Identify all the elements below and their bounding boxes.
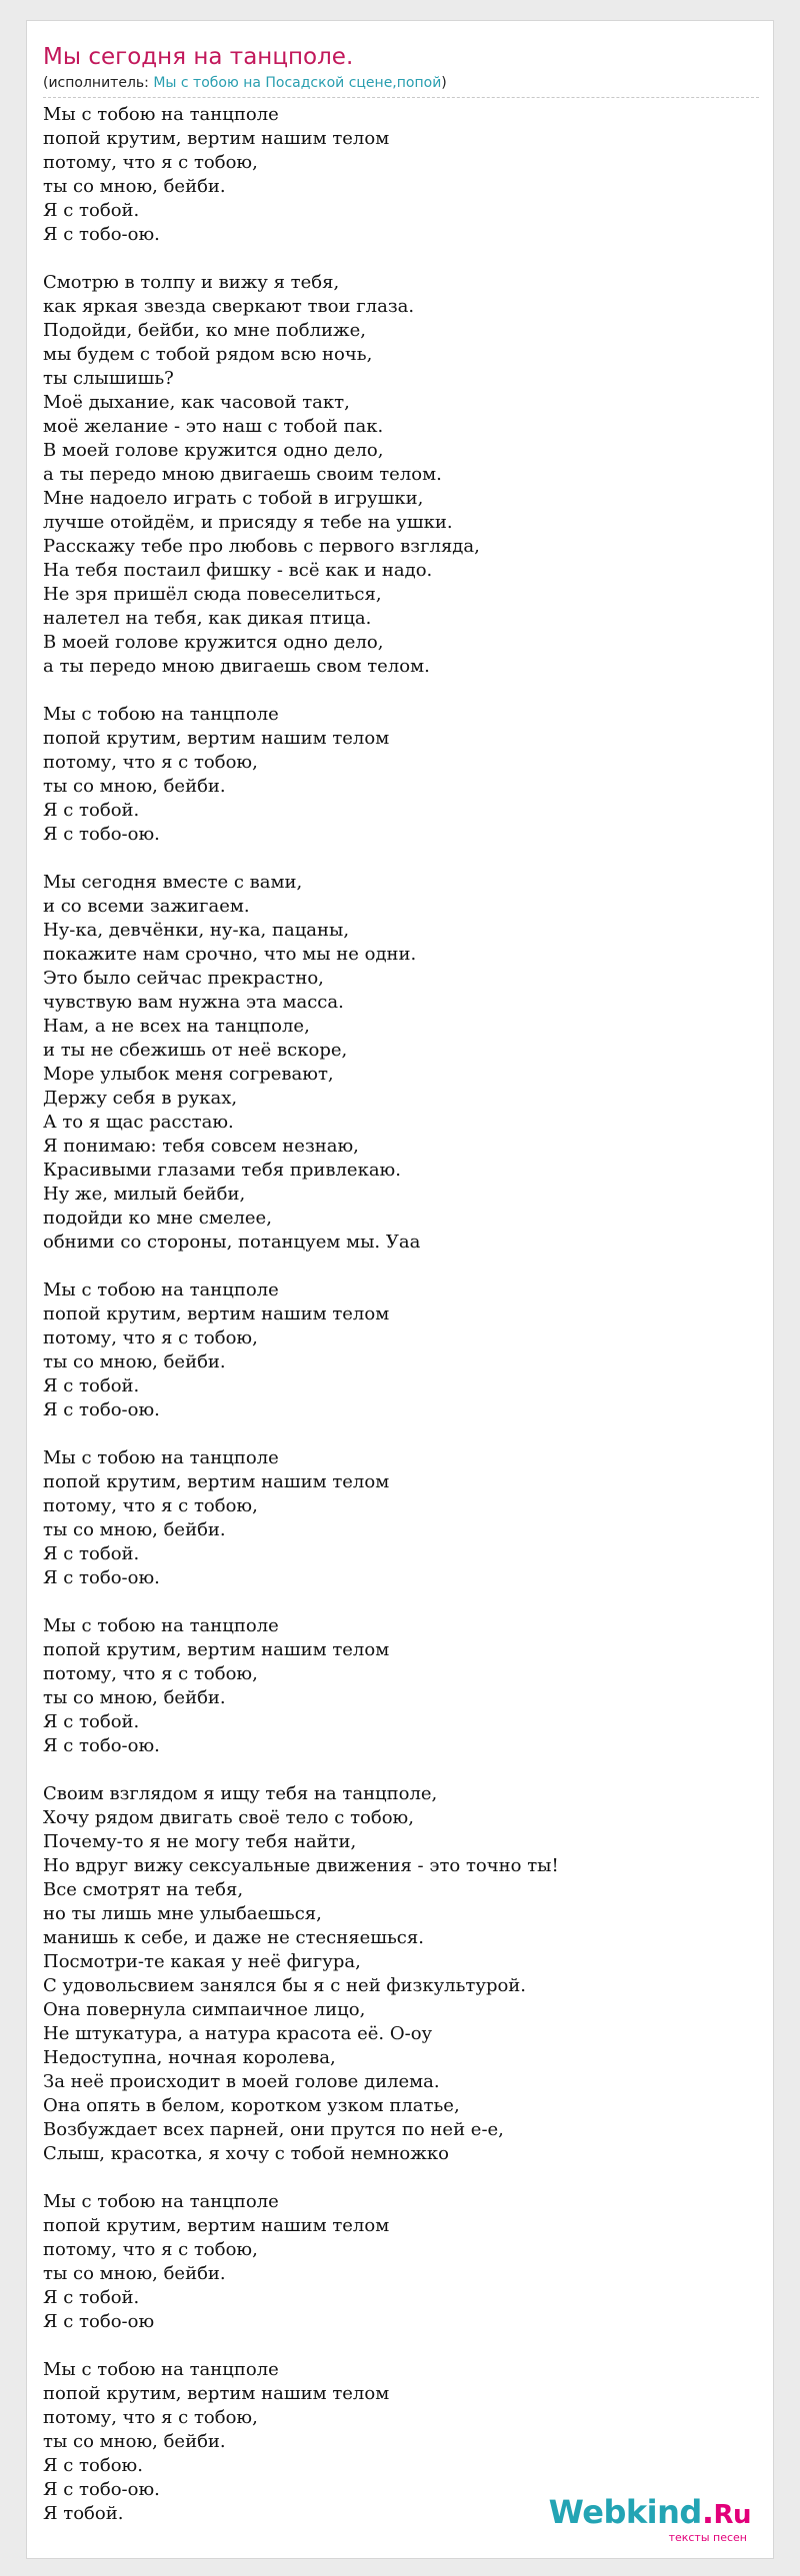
lyrics-line: Я с тобо-ою. [43, 1399, 160, 1420]
lyrics-line: потому, что я с тобою, [43, 1663, 258, 1684]
lyrics-line: Я тобой. [43, 2503, 124, 2524]
lyrics-line: мы будем с тобой рядом всю ночь, [43, 344, 373, 365]
lyrics-line: Но вдруг вижу сексуальные движения - это точно ты! [43, 1855, 559, 1876]
lyrics-stanza [43, 1279, 759, 1422]
lyrics-line: А то я щас расстаю. [43, 1112, 234, 1133]
lyrics-line: Мы с тобою на танцполе [43, 1280, 279, 1300]
lyrics-line: потому, что я с тобою, [43, 752, 258, 773]
lyrics-line: ты со мною, бейби. [43, 1687, 226, 1708]
lyrics-line: На тебя постаил фишку - всё как и надо. [43, 560, 433, 581]
lyrics-line: Посмотри-те какая у неё фигура, [43, 1951, 361, 1972]
lyrics-line: Мы с тобою на танцполе [43, 2359, 279, 2380]
lyrics-line: Недоступна, ночная королева, [43, 2047, 336, 2068]
lyrics-line: Я с тобой. [43, 1543, 140, 1564]
lyrics-stanza [43, 1782, 759, 2166]
lyrics-line: а ты передо мною двигаешь своим телом. [43, 464, 442, 485]
lyrics-line: потому, что я с тобою, [43, 2239, 258, 2260]
lyrics-text [43, 103, 759, 2550]
lyrics-line: ты со мною, бейби. [43, 1519, 226, 1540]
lyrics-line: ты со мною, бейби. [43, 2263, 226, 2284]
lyrics-line: Мы с тобою на танцполе [43, 2191, 279, 2212]
lyrics-line: попой крутим, вертим нашим телом [43, 1639, 390, 1660]
logo-dot: . [701, 2493, 714, 2531]
lyrics-card [26, 20, 774, 2559]
logo-name: Webkind [548, 2493, 702, 2531]
lyrics-line: и со всеми зажигаем. [43, 896, 250, 917]
lyrics-line: попой крутим, вертим нашим телом [43, 2215, 390, 2236]
lyrics-line: Мы с тобою на танцполе [43, 1447, 279, 1468]
lyrics-line: Хочу рядом двигать своё тело с тобою, [43, 1807, 414, 1828]
lyrics-line: Ну же, милый бейби, [43, 1184, 246, 1205]
lyrics-line: ты со мною, бейби. [43, 176, 226, 197]
lyrics-line: потому, что я с тобою, [43, 1327, 258, 1348]
lyrics-line: потому, что я с тобою, [43, 152, 258, 173]
lyrics-line: Я с тобою. [43, 2455, 143, 2476]
lyrics-line: ты со мною, бейби. [43, 1351, 226, 1372]
lyrics-stanza [43, 703, 759, 847]
lyrics-line: подойди ко мне смелее, [43, 1208, 272, 1229]
lyrics-line: Не зря пришёл сюда повеселиться, [43, 584, 382, 605]
lyrics-line: Смотрю в толпу и вижу я тебя, [43, 272, 340, 293]
performer-link[interactable]: Мы с тобою на Посадской сцене,попой [153, 75, 442, 91]
lyrics-line: Расскажу тебе про любовь с первого взгляда, [43, 536, 480, 557]
lyrics-line: Мне надоело играть с тобой в игрушки, [43, 488, 424, 509]
performer-suffix: ) [441, 75, 447, 91]
lyrics-line: Моё дыхание, как часовой такт, [43, 392, 350, 413]
lyrics-line: Я с тобой. [43, 800, 140, 821]
lyrics-stanza [43, 1446, 759, 1590]
lyrics-stanza [43, 271, 759, 679]
site-logo[interactable] [549, 2495, 751, 2544]
lyrics-line: Нам, а не всех на танцполе, [43, 1016, 310, 1037]
lyrics-line: Я с тобо-ою. [43, 824, 160, 845]
lyrics-line: За неё происходит в моей голове дилема. [43, 2071, 440, 2092]
lyrics-line: Возбуждает всех парней, они прутся по ней е-е, [43, 2119, 504, 2140]
lyrics-line: Своим взглядом я ищу тебя на танцполе, [43, 1783, 438, 1804]
lyrics-line: Я с тобо-ою. [43, 224, 160, 245]
logo-tagline: тексты песен [668, 2531, 747, 2544]
song-title: Мы сегодня на танцполе. [43, 44, 354, 70]
lyrics-line: и ты не сбежишь от неё вскоре, [43, 1040, 348, 1061]
lyrics-line: Слыш, красотка, я хочу с тобой немножко [43, 2143, 449, 2164]
lyrics-line: Я с тобой. [43, 200, 140, 221]
lyrics-line: Я с тобо-ою. [43, 2479, 160, 2500]
lyrics-line: ты со мною, бейби. [43, 2431, 226, 2452]
logo-wordmark [549, 2495, 751, 2532]
lyrics-line: манишь к себе, и даже не стесняешься. [43, 1927, 424, 1948]
lyrics-line: а ты передо мною двигаешь свом телом. [43, 656, 430, 677]
lyrics-line: Море улыбок меня согревают, [43, 1064, 334, 1085]
lyrics-line: В моей голове кружится одно дело, [43, 440, 384, 461]
lyrics-line: потому, что я с тобою, [43, 1495, 258, 1516]
lyrics-line: налетел на тебя, как дикая птица. [43, 608, 372, 629]
lyrics-stanza [43, 1614, 759, 1758]
lyrics-line: Мы с тобою на танцполе [43, 1615, 279, 1636]
lyrics-line: моё желание - это наш с тобой пак. [43, 416, 384, 437]
lyrics-line: Мы сегодня вместе с вами, [43, 872, 303, 893]
lyrics-line: Я с тобой. [43, 2287, 140, 2308]
lyrics-line: попой крутим, вертим нашим телом [43, 1471, 390, 1492]
lyrics-stanza [43, 2190, 759, 2334]
lyrics-line: Я с тобой. [43, 1375, 140, 1396]
lyrics-stanza [43, 871, 759, 1255]
performer-line [43, 73, 759, 98]
lyrics-line: Мы с тобою на танцполе [43, 104, 279, 125]
lyrics-line: Она опять в белом, коротком узком платье, [43, 2095, 460, 2116]
lyrics-stanza [43, 103, 759, 247]
lyrics-line: чувствую вам нужна эта масса. [43, 992, 344, 1013]
lyrics-line: Ну-ка, девчёнки, ну-ка, пацаны, [43, 920, 350, 941]
lyrics-line: ты слышишь? [43, 368, 174, 389]
lyrics-line: Она повернула симпаичное лицо, [43, 1999, 366, 2020]
lyrics-line: Я с тобой. [43, 1711, 140, 1732]
lyrics-line: ты со мною, бейби. [43, 776, 226, 797]
lyrics-line: Красивыми глазами тебя привлекаю. [43, 1160, 401, 1181]
lyrics-line: Все смотрят на тебя, [43, 1879, 244, 1900]
lyrics-line: Я с тобо-ою. [43, 1735, 160, 1756]
lyrics-line: Я с тобо-ою [43, 2311, 155, 2332]
lyrics-line: потому, что я с тобою, [43, 2407, 258, 2428]
lyrics-line: попой крутим, вертим нашим телом [43, 1303, 390, 1324]
lyrics-line: попой крутим, вертим нашим телом [43, 728, 390, 749]
lyrics-line: попой крутим, вертим нашим телом [43, 128, 390, 149]
lyrics-line: Держу себя в руках, [43, 1088, 238, 1109]
lyrics-line: лучше отойдём, и присяду я тебе на ушки. [43, 512, 453, 533]
lyrics-line: Не штукатура, а натура красота её. О-оу [43, 2023, 433, 2044]
lyrics-line: попой крутим, вертим нашим телом [43, 2383, 390, 2404]
lyrics-line: Я с тобо-ою. [43, 1567, 160, 1588]
lyrics-line: покажите нам срочно, что мы не одни. [43, 944, 417, 965]
lyrics-line: как яркая звезда сверкают твои глаза. [43, 296, 415, 317]
lyrics-line: обними со стороны, потанцуем мы. Уаа [43, 1232, 421, 1253]
lyrics-line: Почему-то я не могу тебя найти, [43, 1831, 357, 1852]
lyrics-line: но ты лишь мне улыбаешься, [43, 1903, 322, 1924]
logo-tld: Ru [713, 2500, 751, 2530]
lyrics-line: Я понимаю: тебя совсем незнаю, [43, 1136, 359, 1157]
lyrics-line: Мы с тобою на танцполе [43, 704, 279, 725]
performer-prefix: (исполнитель: [43, 75, 154, 91]
lyrics-line: Это было сейчас прекрастно, [43, 968, 324, 989]
lyrics-line: В моей голове кружится одно дело, [43, 632, 384, 653]
lyrics-line: Подойди, бейби, ко мне поближе, [43, 320, 366, 341]
lyrics-line: С удовольсвием занялся бы я с ней физкультурой. [43, 1975, 527, 1996]
